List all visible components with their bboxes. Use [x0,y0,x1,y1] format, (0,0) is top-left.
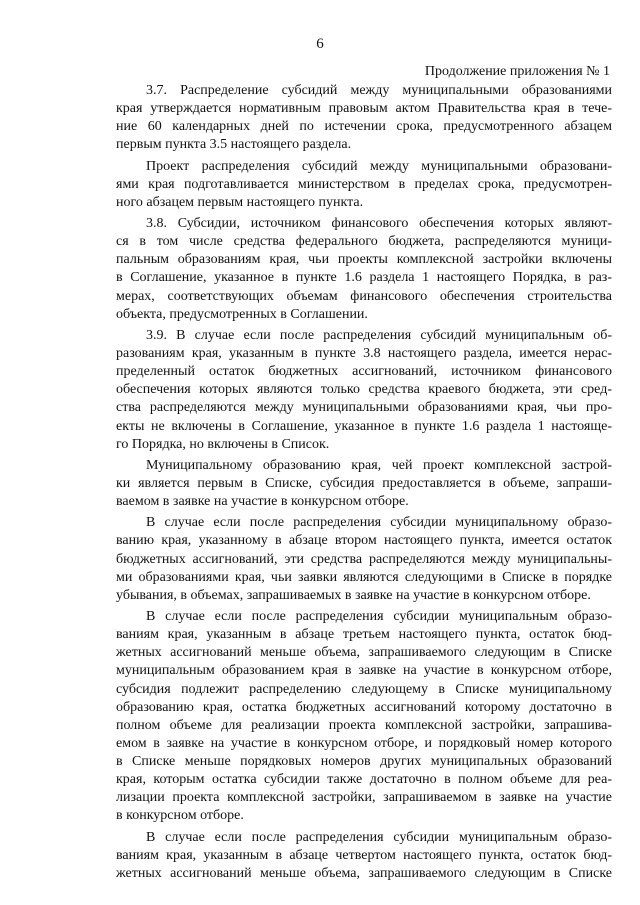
text-line: В случае если после распределения субсидии муниципальному образо- [146,515,612,531]
paragraph [116,514,612,605]
text-line: ся в том числе средства федерального бюджета, распределяются муници- [116,234,612,250]
text-line: екты не включены в Соглашение, указанное в пункте 1.6 раздела 1 настояще- [116,418,612,434]
document-body [116,82,612,886]
text-line: бюджетных ассигнований, эти средства распределяются между муниципальны- [116,551,612,567]
text-line: края, которым остатка субсидии также достаточно в полном объеме для реа- [116,772,612,788]
text-line: в Списке меньше порядковых номеров других муниципальных образований [116,754,612,770]
text-line: В случае если после распределения субсидии муниципальным образо- [146,829,612,845]
text-line: ваниям края, указанным в абзаце третьем настоящего пункта, остаток бюд- [116,627,612,643]
text-line: пределенный остаток бюджетных ассигнований, источником финансового [116,364,612,380]
text-line: лизации проекта комплексной застройки, запрашиваемом в заявке на участие [116,790,612,806]
text-line: объекта, предусмотренных в Соглашении. [116,306,368,322]
paragraph [116,158,612,212]
text-line: В случае если после распределения субсидии муниципальным образо- [146,608,612,624]
text-line: ванию края, указанному в абзаце втором настоящего пункта, имеется остаток [116,533,612,549]
text-line: 3.8. Субсидии, источником финансового обеспечения которых являют- [146,215,612,231]
text-line: жетных ассигнований меньше объема, запрашиваемого следующим в Списке [116,645,612,661]
text-line: Проект распределения субсидий между муниципальными образовани- [146,158,612,174]
text-line: ки является первым в Списке, субсидия предоставляется в объеме, запраши- [116,475,612,491]
page-number: 6 [316,36,324,52]
text-line: обеспечения которых являются только средства краевого бюджета, эти сред- [116,382,612,398]
text-line: в конкурсном отборе. [116,808,244,824]
text-line: Муниципальному образованию края, чей проект комплексной застрой- [146,457,612,473]
paragraph [116,327,612,454]
text-line: го Порядка, но включены в Список. [116,436,330,452]
text-line: муниципальным образованием края в заявке на участие в конкурсном отборе, [116,663,612,679]
paragraph [116,215,612,324]
text-line: емом в заявке на участие в конкурсном отборе, и порядковый номер которого [116,735,612,751]
text-line: ями края подготавливается министерством в пределах срока, предусмотрен- [116,176,612,192]
text-line: субсидия подлежит распределению следующему в Списке муниципальному [116,681,612,697]
text-line: 3.9. В случае если после распределения субсидий муниципальным об- [146,327,612,343]
paragraph [116,457,612,511]
text-line: края утверждается нормативным правовым актом Правительства края в тече- [116,101,612,117]
text-line: разованиям края, указанным в пункте 3.8 настоящего раздела, имеется нерас- [116,345,612,361]
text-line: в Соглашение, указанное в пункте 1.6 раздела 1 настоящего Порядка, в раз- [116,270,612,286]
text-line: мерах, соответствующих объемам финансового обеспечения строительства [116,288,612,304]
text-line: полном объеме для реализации проекта комплексной застройки, запрашива- [116,717,612,733]
text-line: ваниям края, указанным в абзаце четвертом настоящего пункта, остаток бюд- [116,847,612,863]
text-line: ства распределяются между муниципальными образованиями края, чьи про- [116,400,612,416]
text-line: пальным образованиям края, чьи проекты комплексной застройки включены [116,252,612,268]
text-line: жетных ассигнований меньше объема, запрашиваемого следующим в Списке [116,865,612,881]
text-line: ми образованиями края, чьи заявки являются следующими в Списке в порядке [116,569,612,585]
text-line: ваемом в заявке на участие в конкурсном отборе. [116,494,409,510]
paragraph [116,829,612,883]
text-line: убывания, в объемах, запрашиваемых в заявке на участие в конкурсном отборе. [116,587,591,603]
text-line: ного абзацем первым настоящего пункта. [116,194,364,210]
text-line: ние 60 календарных дней по истечении срока, предусмотренного абзацем [116,119,612,135]
paragraph [116,608,612,826]
text-line: образованию края, остатка бюджетных ассигнований которому достаточно в [116,699,612,715]
text-line: первым пункта 3.5 настоящего раздела. [116,137,352,153]
paragraph [116,82,612,155]
appendix-continuation-label: Продолжение приложения № 1 [424,64,610,79]
text-line: 3.7. Распределение субсидий между муниципальными образованиями [146,83,612,98]
